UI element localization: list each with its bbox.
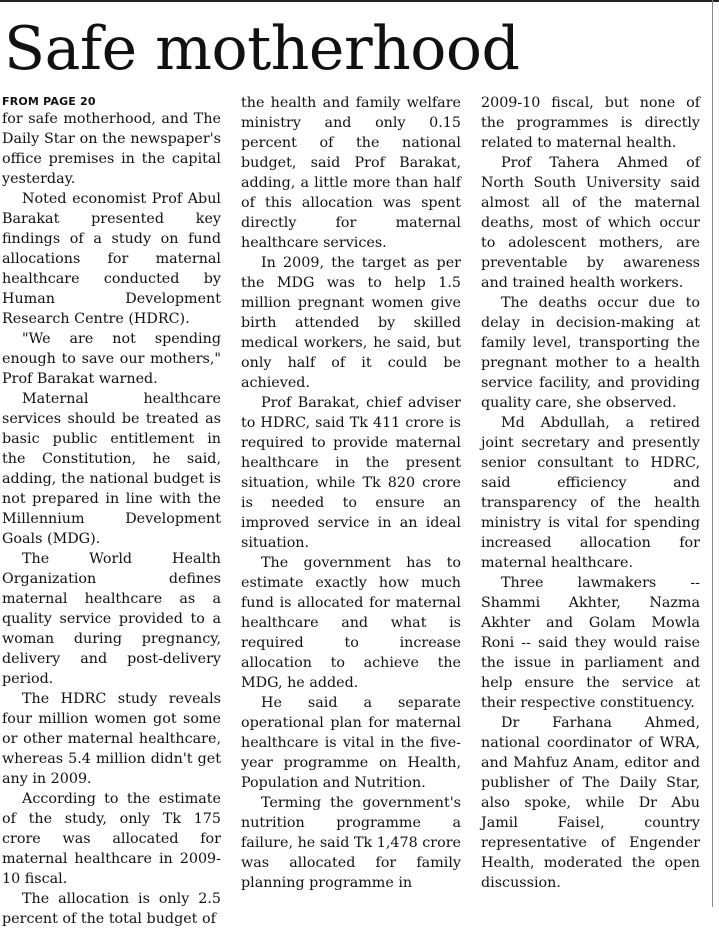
- paragraph: The World Health Organization defines maternal healthcare as a quality service provided to a woman during pregnancy, delivery and post-delivery period.: [2, 551, 221, 687]
- paragraph: He said a separate operational plan for maternal healthcare is vital in the five-year programme on Health, Population and Nutrition.: [241, 695, 461, 791]
- paragraph: Three lawmakers -- Shammi Akhter, Nazma Akhter and Golam Mowla Roni -- said they would raise the issue in parliament and help ensure the service at their respective constituency.: [481, 575, 700, 711]
- paragraph: Noted economist Prof Abul Barakat presented key findings of a study on fund allocations for maternal healthcare conducted by Human Development Research Centre (HDRC).: [2, 191, 221, 327]
- top-rule: [0, 0, 719, 2]
- paragraph: Prof Barakat, chief adviser to HDRC, said Tk 411 crore is required to provide maternal healthcare in the present situation, while Tk 820 crore is needed to ensure an improved service in an ideal situation.: [241, 395, 461, 551]
- paragraph: "We are not spending enough to save our mothers," Prof Barakat warned.: [2, 331, 221, 387]
- paragraph: The HDRC study reveals four million women got some or other maternal healthcare, whereas 5.4 million didn't get any in 2009.: [2, 691, 221, 787]
- paragraph: for safe motherhood, and The Daily Star on the newspaper's office premises in the capital yesterday.: [2, 111, 221, 187]
- paragraph-split: Terming the government's nutrition programme a failure, he said Tk 1,478 crore was allocated for family planning programme in: [241, 795, 461, 891]
- paragraph-continuation: the health and family welfare ministry and only 0.15 percent of the national budget, said Prof Barakat, adding, a little more than half of this allocation was spent directly for maternal healthcare services.: [241, 95, 461, 251]
- column-rule: [712, 0, 713, 907]
- paragraph: Maternal healthcare services should be treated as basic public entitlement in the Constitution, he said, adding, the national budget is not prepared in line with the Millennium Development Goals (MDG).: [2, 391, 221, 547]
- paragraph: Md Abdullah, a retired joint secretary and presently senior consultant to HDRC, said efficiency and transparency of the health ministry is vital for spending increased allocation for maternal healthcare.: [481, 415, 700, 571]
- continued-from-label: FROM PAGE 20: [2, 95, 96, 108]
- paragraph-split: The allocation is only 2.5 percent of the total budget of: [2, 891, 221, 927]
- paragraph: According to the estimate of the study, only Tk 175 crore was allocated for maternal healthcare in 2009-10 fiscal.: [2, 791, 221, 887]
- headline: Safe motherhood: [4, 14, 520, 84]
- paragraph: The deaths occur due to delay in decision-making at family level, transporting the pregnant mother to a health service facility, and providing quality care, she observed.: [481, 295, 700, 411]
- paragraph: Dr Farhana Ahmed, national coordinator of WRA, and Mahfuz Anam, editor and publisher of The Daily Star, also spoke, while Dr Abu Jamil Faisel, country representative of Engender Health, moderated the open discussion.: [481, 715, 700, 891]
- paragraph: The government has to estimate exactly how much fund is allocated for maternal healthcare and what is required to increase allocation to achieve the MDG, he added.: [241, 555, 461, 691]
- column-3: [481, 93, 700, 899]
- paragraph: In 2009, the target as per the MDG was to help 1.5 million pregnant women give birth attended by skilled medical workers, he said, but only half of it could be achieved.: [241, 255, 461, 391]
- paragraph: Prof Tahera Ahmed of North South University said almost all of the maternal deaths, most of which occur to adolescent mothers, are preventable by awareness and trained health workers.: [481, 155, 700, 291]
- column-2: [241, 93, 461, 899]
- column-1: [2, 93, 221, 927]
- paragraph-continuation: 2009-10 fiscal, but none of the programmes is directly related to maternal health.: [481, 95, 700, 151]
